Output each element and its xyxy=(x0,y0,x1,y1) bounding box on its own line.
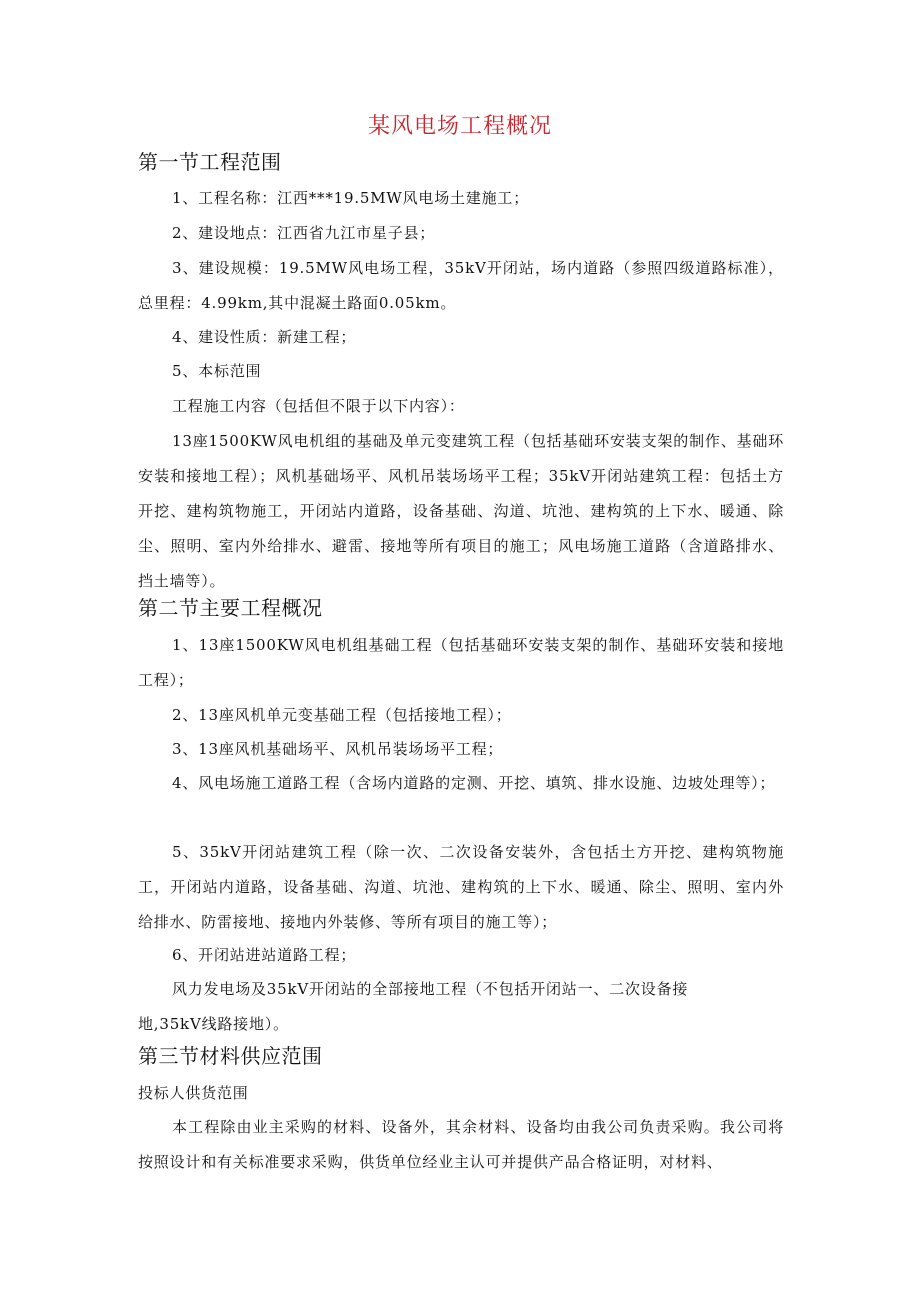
paragraph-access-road: 6、开闭站进站道路工程； xyxy=(172,946,357,964)
paragraph-bid-scope: 5、本标范围 xyxy=(172,362,262,380)
paragraph-work-content-intro: 工程施工内容（包括但不限于以下内容）： xyxy=(172,397,465,415)
paragraph-location: 2、建设地点：江西省九江市星子县； xyxy=(172,224,436,242)
paragraph-work-content: 13座1500KW风电机组的基础及单元变建筑工程（包括基础环安装支架的制作、基础环安装和接地工程）；风机基础场平、风机吊装场场平工程；35kV开闭站建筑工程：包括土方开挖、建构筑物施工，开闭站内道路，设备基础、沟道、坑池、建构筑的上下水、暖通、除尘、照明、室内外给排水、避雷、接地等所有项目的施工；风电场施工道路（含道路排水、挡土墙等）。 xyxy=(138,432,784,590)
paragraph-scale: 3、建设规模：19.5MW风电场工程，35kV开闭站，场内道路（参照四级道路标准），总里程：4.99km,其中混凝土路面0.05km。 xyxy=(138,259,784,312)
paragraph-nature: 4、建设性质：新建工程； xyxy=(172,328,357,346)
section-heading-material-supply: 第三节材料供应范围 xyxy=(138,1044,323,1068)
paragraph-procurement: 本工程除由业主采购的材料、设备外，其余材料、设备均由我公司负责采购。我公司将按照设计和有关标准要求采购，供货单位经业主认可并提供产品合格证明，对材料、 xyxy=(138,1118,784,1171)
paragraph-project-name: 1、工程名称：江西***19.5MW风电场土建施工； xyxy=(172,189,530,207)
subheading-bidder-supply: 投标人供货范围 xyxy=(138,1084,249,1102)
paragraph-grounding: 风力发电场及35kV开闭站的全部接地工程（不包括开闭站一、二次设备接地,35kV线路接地）。 xyxy=(138,980,689,1033)
document-title: 某风电场工程概况 xyxy=(367,114,552,139)
section-heading-main-works: 第二节主要工程概况 xyxy=(138,596,323,620)
paragraph-switching-station: 5、35kV开闭站建筑工程（除一次、二次设备安装外，含包括土方开挖、建构筑物施工，开闭站内道路，设备基础、沟道、坑池、建构筑的上下水、暖通、除尘、照明、室内外给排水、防雷接地、接地内外装修、等所有项目的施工等）； xyxy=(138,843,784,931)
paragraph-site-leveling: 3、13座风机基础场平、风机吊装场场平工程； xyxy=(172,740,504,758)
section-heading-scope: 第一节工程范围 xyxy=(138,150,282,174)
paragraph-transformer-foundation: 2、13座风机单元变基础工程（包括接地工程）； xyxy=(172,706,512,724)
paragraph-turbine-foundation: 1、13座1500KW风电机组基础工程（包括基础环安装支架的制作、基础环安装和接地工程）； xyxy=(138,636,784,689)
paragraph-construction-road: 4、风电场施工道路工程（含场内道路的定测、开挖、填筑、排水设施、边坡处理等）； xyxy=(172,774,776,792)
